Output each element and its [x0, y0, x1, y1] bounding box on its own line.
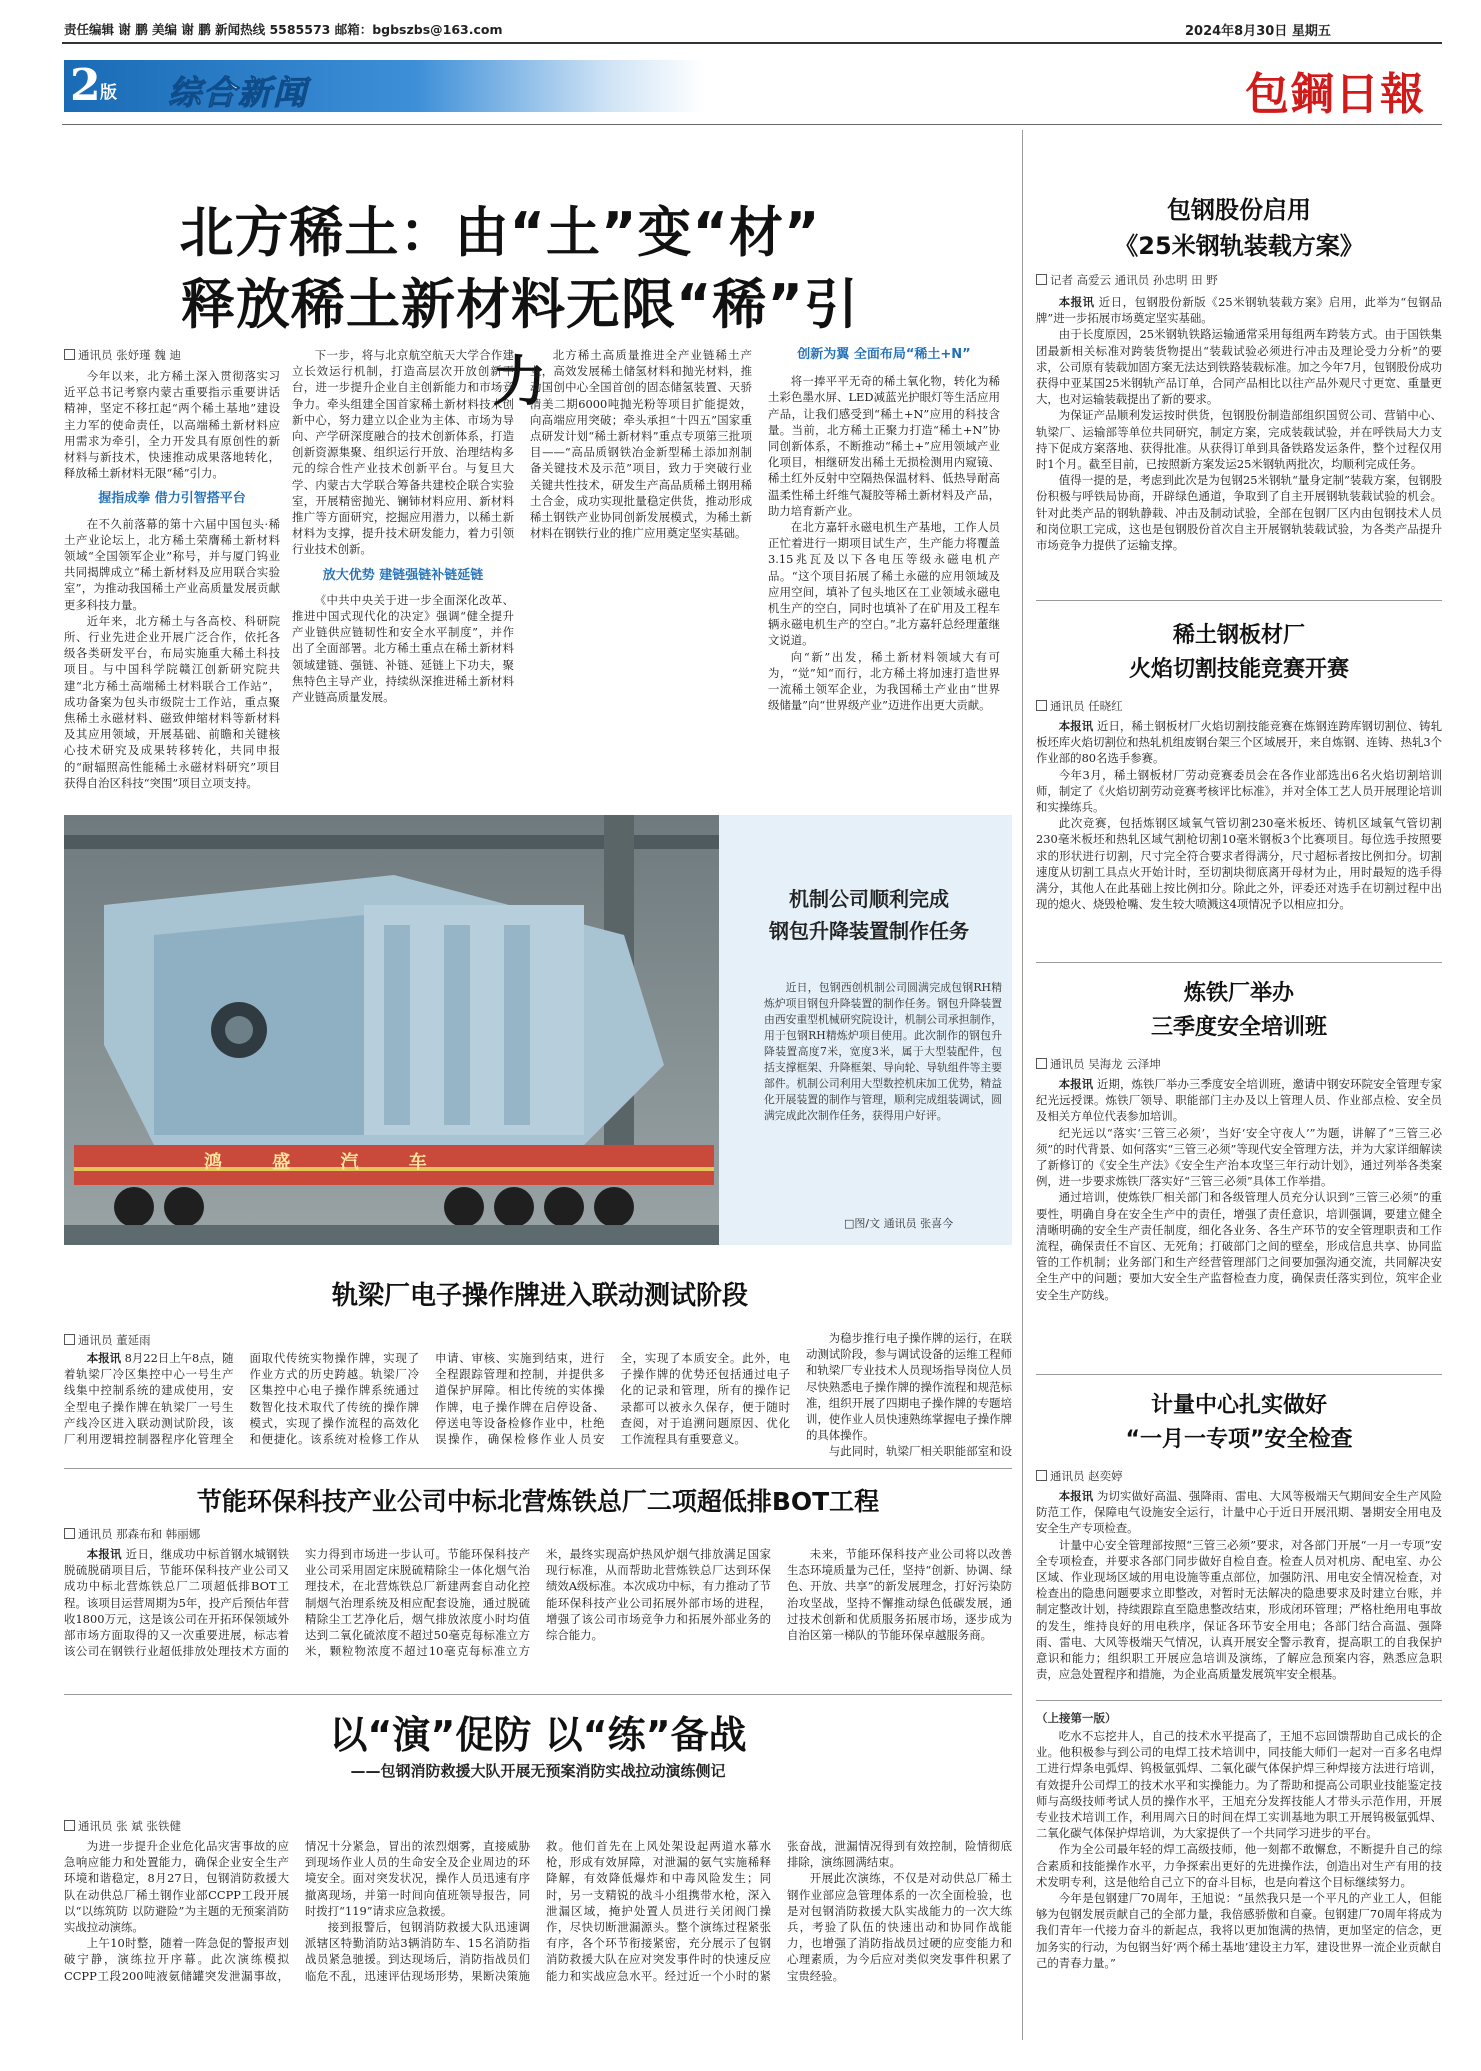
article3-paragraph: 未来，节能环保科技产业公司将以改善生态环境质量为己任，坚持“创新、协调、绿色、开放、共享”的新发展理念，打好污染防治攻坚战，坚持不懈推动绿色低碳发展，通过技术创新和优质服务拓展市场，逐步成为自治区第一梯队的节能环保卓越服务商。	[787, 1547, 1012, 1643]
article4-paragraph: 开展此次演练，不仅是对动供总厂稀土钢作业部应急管理体系的一次全面检验，也是对包钢消防救援大队实战能力的一次大练兵，考验了队伍的快速出动和协同作战能力，也增强了消防指战员过硬的应变能力和心理素质，为今后应对类似突发事件积累了宝贵经验。	[787, 1871, 1012, 1983]
page-unit: 版	[100, 83, 117, 103]
lead-title-line1: 北方稀土：由“土”变“材”	[179, 201, 821, 264]
continued-paragraph: 作为全公司最年轻的焊工高级技师，他一刻都不敢懈怠，不断提升自己的综合素质和技能操作水平，力争探索出更好的先进操作法，创造出对生产有用的技术发明专利，这是他给自己立下的奋斗目标，也是向着这个目标继续努力。	[1036, 1842, 1442, 1889]
right1-paragraph: 由于长度原因，25米钢轨铁路运输通常采用每组两车跨装方式。由于国铁集团最新相关标准对跨装货物提出“装载试验必须进行冲击及理论受力分析”的要求，公司原有装载加固方案无法达到铁路装载标准。加之今年7月，包钢股份成功获得中亚某国25米钢轨产品订单，合同产品相比以往产品外观尺寸更宽、重量更大，也对运输装载提出了新的要求。	[1036, 327, 1442, 407]
right4-byline: 通讯员 赵奕婷	[1036, 1468, 1123, 1484]
truck-wheel	[594, 1187, 634, 1227]
lead-title-line2: 释放稀土新材料无限“稀”引力	[181, 273, 859, 413]
article2-title: 轨梁厂电子操作牌进入联动测试阶段	[331, 1281, 748, 1311]
right3-title-line2: 三季度安全培训班	[1150, 1015, 1327, 1040]
header-date: 2024年8月30日 星期五	[1185, 24, 1331, 39]
photo-credit: □图/文 通讯员 张喜今	[844, 1217, 954, 1230]
right4-text: 为切实做好高温、强降雨、雷电、大风等极端天气期间安全生产风险防范工作，保障电气设施安全运行，计量中心于近日开展汛期、暑期安全用电及安全生产专项检查。	[1036, 1489, 1442, 1536]
right3-lead-tag: 本报讯	[1058, 1077, 1094, 1091]
photo-title-line2: 钢包升降装置制作任务	[769, 919, 969, 943]
section-banner	[64, 60, 704, 112]
right3-paragraph: 纪光远以“落实‘三管三必须’，当好‘安全守夜人’”为题，讲解了“三管三必须”的时代背景、如何落实“三管三必须”等现代安全管理方法，并为大家详细解读了新修订的《安全生产法》《安全生产治本攻坚三年行动计划》，通过列举各类案例，进一步要求炼铁厂落实好“三管三必须”具体工作举措。	[1036, 1125, 1442, 1189]
truck-wheel	[164, 1187, 204, 1227]
article2-paragraph: 与此同时，轨梁厂相关职能部室和设	[828, 1444, 1012, 1459]
lead-byline: 通讯员 张妤瑾 魏 迪	[64, 347, 181, 363]
article3-text: 近日，继成功中标首钢水城钢铁脱硫脱硝项目后，节能环保科技产业公司又成功中标北营炼铁总厂二项超低排BOT工程。该项目运营周期为5年，投产后预估年营收1800万元，这是该公司在开拓环保领域外部市场方面取得的又一次重要进展，标志着该公司在钢铁行业超低排放处理技术方面的实力得到市场进一步认可。节能环保科技产业公司采用固定床脱硫精除尘一体化烟气治理技术，在北营炼铁总厂新建两套自动化控制烟气治理系统及相应配套设施，通过脱硫精除尘工艺净化后，烟气排放浓度小时均值达到二氧化硫浓度不超过50毫克每标准立方米，颗粒物浓度不超过10毫克每标准立方米，最终实现高炉热风炉烟气排放满足国家现行标准，从而帮助北营炼铁总厂达到环保绩效A级标准。本次成功中标，有力推动了节能环保科技产业公司拓展外部市场的进程，增强了该公司市场竞争力和拓展外部业务的综合能力。	[64, 1547, 771, 1659]
right2-paragraph: 今年3月，稀土钢板材厂劳动竞赛委员会在各作业部选出6名火焰切割培训师，制定了《火焰切割劳动竞赛考核评比标准》，并对全体工艺人员开展理论培训和实操练兵。	[1036, 767, 1442, 815]
lead-subhead-2: 放大优势 建链强链补链延链	[322, 567, 484, 583]
right3-body	[1036, 1076, 1442, 1368]
continued-body	[1036, 1728, 1442, 2038]
right3-text: 近期，炼铁厂举办三季度安全培训班，邀请中钢安环院安全管理专家纪光远授课。炼铁厂领导、职能部门主办及以上管理人员、作业部点检、安全员及相关方单位代表参加培训。	[1036, 1077, 1442, 1124]
right2-body	[1036, 718, 1442, 956]
right1-lead-tag: 本报讯	[1058, 295, 1095, 309]
truck-wheel	[444, 1187, 484, 1227]
truck-wheel	[494, 1187, 534, 1227]
lead-paragraph: 今年以来，北方稀土深入贯彻落实习近平总书记考察内蒙古重要指示重要讲话精神，坚定不移扛起“两个稀土基地”建设主力军的使命责任，以高端稀土新材料应用需求为牵引，全力开发具有原创性的新材料与新技术，快速推动成果落地转化，释放稀土新材料无限“稀”引力。	[64, 369, 280, 481]
lead-column-3	[530, 347, 752, 803]
article4-byline: 通讯员 张 斌 张铁健	[64, 1818, 181, 1834]
right4-title-line2: “一月一专项”安全检查	[1125, 1427, 1353, 1452]
right4-paragraph: 计量中心安全管理部按照“三管三必须”要求，对各部门开展“一月一专项”安全专项检查，并要求各部门同步做好自检自查。检查人员对机房、配电室、办公区域、作业现场区域的用电设施等重点部位，加强防汛、用电安全情况检查，对检查出的隐患问题要求立即整改，对暂时无法解决的隐患要求及时建立台账，并制定整改计划，持续跟踪直至隐患整改结束，形成闭环管理；严格杜绝用电事故的发生，维持良好的用电秩序，保证各环节安全用电；各部门结合高温、强降雨、雷电、大风等极端天气情况，认真开展安全警示教育，提高职工的自我保护意识和能力；组织职工开展应急培训及演练，了解应急预案内容，熟悉应急职责，应急处置程序和措施，为企业高质量发展筑牢安全根基。	[1036, 1537, 1442, 1682]
masthead-logo: 包鋼日報	[1245, 69, 1425, 120]
frame-rib	[504, 925, 530, 1125]
lead-column-4	[768, 347, 1000, 803]
article4-paragraph: 接到报警后，包钢消防救援大队迅速调派辖区特勤消防站3辆消防车、15名消防指战员紧急驰援。到达现场后，消防指战员们临危不乱，迅速评估现场形势，果断决策施救。他们首先在上风处架设起两道水幕水枪，形成有效屏障，对泄漏的氨气实施稀释降解，有效降低爆炸和中毒风险发生；同时，另一支精锐的战斗小组携带水枪，深入泄漏区域，掩护处置人员进行关闭阀门操作，尽快切断泄漏源头。整个演练过程紧张有序，各个环节衔接紧密，充分展示了包钢消防救援大队在应对突发事件时的快速反应能力和实战应急水平。经过近一个小时的紧张奋战，泄漏情况得到有效控制，险情彻底排除，演练圆满结束。	[305, 1839, 1012, 1983]
frame-rib	[444, 925, 470, 1125]
photo-caption: 近日，包钢西创机制公司圆满完成包钢RH精炼炉项目钢包升降装置的制作任务。钢包升降装置由西安重型机械研究院设计，机制公司承担制作，用于包钢RH精炼炉项目使用。此次制作的钢包升降装置高度7米，宽度3米，属于大型装配件，包括支撑框架、升降框架、导向轮、导轨组件等主要部件。机制公司利用大型数控机床加工优势，精益化开展装置的制作与管理，顺利完成组装调试，圆满完成此次制作任务，获得用户好评。	[764, 981, 1002, 1122]
article2-byline: 通讯员 董延雨	[64, 1332, 151, 1348]
factory-floor	[64, 1225, 719, 1245]
right3-paragraph: 通过培训，使炼铁厂相关部门和各级管理人员充分认识到“三管三必须”的重要性，明确自身在安全生产中的责任，增强了责任意识，培训强调，要建立健全清晰明确的安全生产责任制度，细化各业务、各生产环节的安全管理职责和工作流程，确保责任不盲区、无死角；打破部门之间的壁垒，形成信息共享、协同监管的工作机制；业务部门和生产经营管理部门之间要加强沟通交流，共同解决安全生产中的问题；要加大安全生产监督检查力度，确保责任落实到位，筑牢企业安全生产防线。	[1036, 1190, 1442, 1302]
right4-lead-tag: 本报讯	[1058, 1489, 1094, 1503]
article2-text: 8月22日上午8点，随着轨梁厂冷区集控中心一号生产线集中控制系统的建成使用，安全型电子操作牌在轨梁厂一号生产线冷区进入联动测试阶段，该厂利用逻辑控制器程序化管理全面取代传统实物操作牌，实现了作业方式的历史跨越。轨梁厂冷区集控中心电子操作牌系统通过数智化技术取代了传统的操作牌模式，实现了操作流程的高效化和便捷化。该系统对检修工作从申请、审核、实施到结束，进行全程跟踪管理和控制，并提供多道保护屏障。相比传统的实体操作牌，电子操作牌在启停设备、停送电等设备检修作业中，杜绝误操作，确保检修作业人员安全，实现了本质安全。此外，电子操作牌的优势还包括通过电子化的记录和管理，所有的操作记录都可以被永久保存，便于随时查阅，对于追溯问题原因、优化工作流程具有重要意义。	[64, 1351, 790, 1447]
lead-column-2	[292, 347, 514, 803]
right4-title-line1: 计量中心扎实做好	[1150, 1393, 1327, 1418]
lead-paragraph: 向“新”出发，稀土新材料领域大有可为，“觉”知“而行，北方稀土将加速打造世界一流稀土领军企业，为我国稀土产业由“世界级储量”向“世界级产业”迈进作出更大贡献。	[768, 649, 1000, 713]
lead-column-1	[64, 368, 280, 803]
right2-lead-tag: 本报讯	[1058, 719, 1094, 733]
right1-title-line1: 包钢股份启用	[1167, 196, 1311, 224]
lead-subhead-3: 创新为翼 全面布局“稀土+N”	[797, 347, 971, 362]
truck-wheel	[114, 1187, 154, 1227]
right2-byline: 通讯员 任晓红	[1036, 698, 1123, 714]
lead-paragraph: 将一捧平平无奇的稀土氧化物，转化为稀土彩色墨水屏、LED减蓝光护眼灯等生活应用产品，让我们感受到“稀土+N”应用的科技含量。当前，北方稀土正聚力打造“稀土+N”协同创新体系，不断推动“稀土+”应用领域产业化项目，相继研发出稀土无损检测用内窥镜、稀土红外反射中空隔热保温材料、低热导耐高温柔性稀土纤维气凝胶等稀土新材料及产品，助力培育新产业。	[768, 374, 1000, 518]
photo-block	[64, 815, 1012, 1245]
right3-byline: 通讯员 吴海龙 云泽坤	[1036, 1056, 1161, 1072]
right2-title-line1: 稀土钢板材厂	[1172, 623, 1305, 648]
article4-paragraph: 为进一步提升企业危化品灾害事故的应急响应能力和处置能力，确保企业安全生产环境和谐稳定，8月27日，包钢消防救援大队在动供总厂稀土钢作业部CCPP工段开展以“以练筑防 以防避险”为主题的无预案消防实战拉动演练。	[64, 1839, 289, 1935]
lead-paragraph: 下一步，将与北京航空航天大学合作建立长效运行机制，打造高层次开放创新平台，进一步提升企业自主创新能力和市场竞争力。牵头组建全国首家稀土新材料技术创新中心，努力建立以企业为主体、市场为导向、产学研深度融合的技术创新体系，打造创新资源集聚、组织运行开放、治理结构多元的综合性产业技术创新平台。与复旦大学、内蒙古大学联合筹备共建校企联合实验室，开展精密抛光、镧铈材料应用、新材料推广等方面研究，挖掘应用潜力，以稀土新材料为支撑，提升技术研发能力，着力引领行业技术创新。	[292, 348, 514, 557]
article2-lead-tag: 本报讯	[86, 1351, 122, 1365]
right1-text: 近日，包钢股份新版《25米钢轨装载方案》启用，此举为“包钢品牌”进一步拓展市场奠定坚实基础。	[1036, 295, 1442, 326]
lead-paragraph: 在不久前落幕的第十六届中国包头·稀土产业论坛上，北方稀土荣膺稀土新材料领域“全国领军企业”称号，并与厦门钨业共同揭牌成立“稀土新材料及应用联合实验室”，为推动我国稀土产业高质量发展贡献更多科技力量。	[64, 516, 280, 612]
continued-paragraph: 今年是包钢建厂70周年，王旭说：“虽然我只是一个平凡的产业工人，但能够为包钢发展贡献自己的全部力量，我倍感骄傲和自豪。包钢建厂70周年将成为我们青年一代接力奋斗的新起点，我将以更加饱满的热情，更加坚定的信念，更加务实的行动，为包钢当好‘两个稀土基地’建设主力军，建设世界一流企业贡献自己的青春力量。”	[1036, 1891, 1442, 1970]
right1-body	[1036, 294, 1442, 592]
frame-rib	[384, 925, 410, 1125]
right2-text: 近日，稀土钢板材厂火焰切割技能竞赛在炼钢连跨库钢切割位、铸轧板坯库火焰切割位和热轧机组废钢台架三个区域展开，来自炼钢、连铸、热轧3个作业部的80名选手参赛。	[1036, 719, 1442, 766]
right1-paragraph: 为保证产品顺利发运按时供货，包钢股份制造部组织国贸公司、营销中心、轨梁厂、运输部等单位共同研究，制定方案，完成装载试验，并在呼铁局大力支持下促成方案落地、获得批准。从获得订单到具备铁路发运条件，整个过程仅用时1个月。截至目前，已按照新方案发运25米钢轨两批次，均顺利完成任务。	[1036, 408, 1442, 472]
truck-text: 鸿 盛 汽 车	[204, 1152, 449, 1173]
continued-label: （上接第一版）	[1036, 1711, 1117, 1725]
lead-paragraph: 北方稀土高质量推进全产业链稀土产业，高效发展稀土储氢材料和抛光材料，推动国创中心全国首创的固态储氢装置、天骄清美二期6000吨抛光粉等项目扩能提效，向高端应用突破；牵头承担“十四五”国家重点研发计划“稀土新材料”重点专项第三批项目——“高品质钢铁冶金新型稀土添加剂制备关键技术及示范”项目，致力于突破行业关键共性技术，研发生产高品质稀土钢用稀土合金，成功实现批量稳定供货，推动形成稀土钢铁产业协同创新发展模式，为稀土新材料在钢铁行业的推广应用奠定坚实基础。	[530, 348, 752, 541]
truck-wheel	[544, 1187, 584, 1227]
photo-title-line1: 机制公司顺利完成	[789, 887, 949, 911]
lead-paragraph: 在北方嘉轩永磁电机生产基地，工作人员正忙着进行一期项目试生产，生产能力将覆盖3.15兆瓦及以下各电压等级永磁电机产品。“这个项目拓展了稀土永磁的应用领域及应用空间，填补了包头地区在工业领域永磁电机生产的空白，同时也填补了在矿用及工程车辆永磁电机生产的空白。”北方嘉轩总经理董继文说道。	[768, 520, 1000, 648]
right2-paragraph: 此次竞赛，包括炼钢区域氧气管切割230毫米板坯、铸机区域氧气管切割230毫米板坯和热轧区域气割枪切割10毫米钢板3个比赛项目。每位选手按照要求的形状进行切割，尺寸完全符合要求者得满分，尺寸超标者按比例扣分。切割速度从切割工具点火开始计时，至切割块彻底离开母材为止，用时最短的选手得满分，其他人在此基础上按比例扣分。除此之外，评委还对选手在切割过程中出现的熄火、烧毁枪嘴、发生较大喷溅这4项情况予以相应扣分。	[1036, 816, 1442, 912]
article2-body-2	[806, 1330, 1012, 1462]
article3-title: 节能环保科技产业公司中标北营炼铁总厂二项超低排BOT工程	[196, 1487, 880, 1516]
article4-subtitle: ——包钢消防救援大队开展无预案消防实战拉动演练侧记	[350, 1762, 726, 1780]
page-number: 2	[70, 60, 101, 111]
right1-title-line2: 《25米钢轨装载方案》	[1114, 232, 1364, 260]
right3-title-line1: 炼铁厂举办	[1183, 981, 1294, 1006]
continued-paragraph: 吃水不忘挖井人，自己的技术水平提高了，王旭不忘回馈帮助自己成长的企业。他积极参与到公司的电焊工技术培训中，同技能大师们一起对一百多名电焊工进行焊条电弧焊、钨极氩弧焊、二氧化碳气体保护焊三种焊接方法进行培训，有效提升公司焊工的技术水平和实操能力。为了帮助和提高公司职业技能鉴定技师与高级技师考试人员的操作水平，王旭充分发挥技能人才带头示范作用，开展专业技术培训工作，利用周六日的时间在焊工实训基地为职工开展钨极氩弧焊、二氧化碳气体保护焊培训，为大家提供了一个共同学习进步的平台。	[1036, 1729, 1442, 1841]
right2-title-line2: 火焰切割技能竞赛开赛	[1128, 657, 1349, 682]
lead-paragraph: 《中共中央关于进一步全面深化改革、推进中国式现代化的决定》强调“健全提升产业链供应链韧性和安全水平制度”，并作出了全面部署。北方稀土重点在稀土新材料领域建链、强链、补链、延链上下功夫，聚焦特色主导产业，持续纵深推进稀土新材料产业链高质量发展。	[292, 592, 514, 705]
article3-byline: 通讯员 那森布和 韩丽娜	[64, 1526, 200, 1542]
lead-paragraph: 近年来，北方稀土与各高校、科研院所、行业先进企业开展广泛合作，依托各级各类研发平台，布局实施重大稀土科技项目。与中国科学院赣江创新研究院共建“北方稀土高端稀土材料联合工作站”，成功备案为包头市级院士工作站，重点聚焦稀土永磁材料、磁致伸缩材料等新材料及其应用领域，开展基础、前瞻和关键核心技术研究及成果转移转化，共同申报的“耐辐照高性能稀土永磁材料研究”项目获得自治区科技“突围”项目立项支持。	[64, 613, 280, 790]
lead-subhead-1: 握指成拳 借力引智搭平台	[98, 491, 246, 507]
header-editors: 责任编辑 谢 鹏 美编 谢 鹏 新闻热线 5585573 邮箱：bgbszbs@163.com	[64, 22, 503, 37]
right4-body	[1036, 1488, 1442, 1694]
article4-body	[64, 1838, 1012, 2038]
guide-wheel	[225, 1016, 253, 1044]
article2-paragraph: 为稳步推行电子操作牌的运行，在联动测试阶段，参与调试设备的运维工程师和轨梁厂专业技术人员现场指导岗位人员尽快熟悉电子操作牌的操作流程和规范标准，组织开展了四期电子操作牌的专题培训，使作业人员快速熟练掌握电子操作牌的具体操作。	[806, 1331, 1012, 1443]
article3-lead-tag: 本报讯	[86, 1547, 122, 1561]
right1-byline: 记者 高爱云 通讯员 孙忠明 田 野	[1036, 272, 1218, 288]
article4-paragraph: 上午10时整，随着一阵急促的警报声划破宁静，演练拉开序幕。此次演练模拟CCPP工段200吨液氨储罐突发泄漏事故，情况十分紧急，冒出的浓烈烟雾，直接威胁到现场作业人员的生命安全及企业周边的环境安全。面对突发状况，操作人员迅速有序撤离现场，并第一时间向值班领导报告，同时拨打“119”请求应急救援。	[64, 1839, 530, 1983]
article4-title: 以“演”促防 以“练”备战	[329, 1713, 747, 1757]
article3-body	[64, 1546, 1012, 1688]
photo-steel-ladle-lift-device	[64, 815, 719, 1245]
article2-body-1	[64, 1350, 790, 1462]
right1-paragraph: 值得一提的是，考虑到此次是为包钢25米钢轨“量身定制”装载方案，包钢股份积极与呼铁局协商，开辟绿色通道，争取到了自主开展钢轨装载试验的机会。针对此类产品的钢轨静载、冲击及制动试验，全部在包钢厂区内由包钢技术人员和岗位职工完成，这也是包钢股份首次自主开展钢轨装载试验，为各类产品提升市场竞争力提供了运输支撑。	[1036, 473, 1442, 553]
section-title: 综合新闻	[168, 73, 308, 112]
